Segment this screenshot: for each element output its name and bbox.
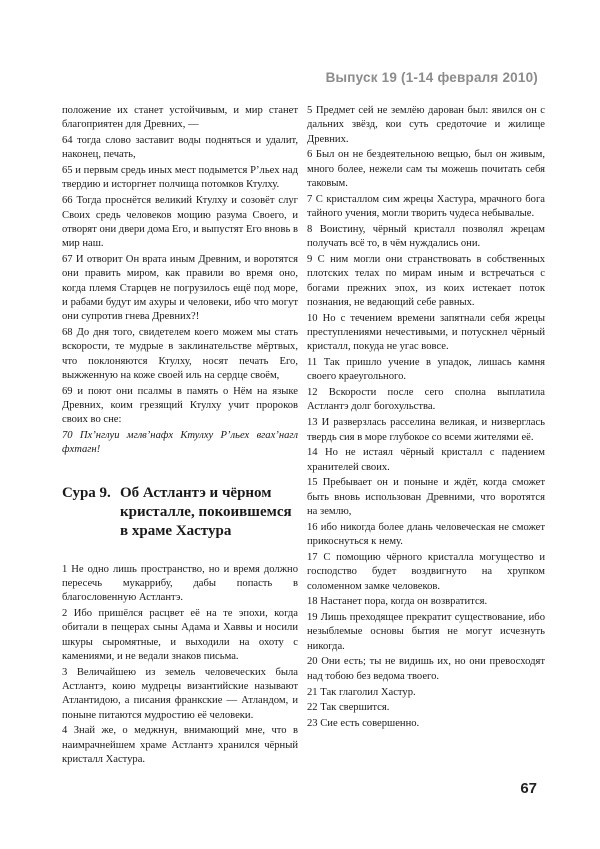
verse: 15 Пребывает он и поныне и ждёт, когда сможет быть вновь использован Древними, что воротятся на землю, xyxy=(307,477,545,518)
verse: 17 С помощию чёрного кристалла могущество и господство будет воздвигнуто на хрупком соломенном замке человеков. xyxy=(307,551,545,592)
left-column xyxy=(62,104,298,769)
verse: 5 Предмет сей не землёю дарован был: явился он с дальних звёзд, кои суть средоточие и жилище Древних. xyxy=(307,105,545,145)
verse: 22 Так свершится. xyxy=(307,702,390,714)
verse: 14 Но не истаял чёрный кристалл с падением хранителей своих. xyxy=(307,447,545,473)
verse: 4 Знай же, о меджнун, внимающий мне, что в наимрачнейшем храме Астлантэ хранился чёрный кристалл Хастура. xyxy=(62,725,298,765)
verse: 21 Так глаголил Хастур. xyxy=(307,686,416,698)
verse: 66 Тогда проснётся великий Ктулху и созовёт слуг Своих средь человеков мощию разума Своего, и отворят они двери дома Его, и выпустят Его вновь в мир наш. xyxy=(62,195,298,250)
verse: 6 Был он не бездеятельною вещью, был он живым, много более, нежели сам ты можешь почитать себя таковым. xyxy=(307,149,545,189)
issue-header: Выпуск 19 (1-14 февраля 2010) xyxy=(325,70,538,85)
verse: 10 Но с течением времени запятнали себя жрецы преступлениями нечестивыми, и потускнел чёрный кристалл, покуда не угас вовсе. xyxy=(307,312,545,353)
verse: 8 Воистину, чёрный кристалл позволял жрецам получать всё то, в чём нуждались они. xyxy=(307,223,545,250)
verse: 11 Так пришло учение в упадок, лишась камня своего краеугольного. xyxy=(307,357,545,383)
verse: 2 Ибо пришёлся расцвет её на те эпохи, когда обитали в пещерах сыны Адама и Хаввы и носили шкуры сыромятные, и выходили на охоту с камениями, и не ведали знаков письма. xyxy=(62,608,298,662)
verse: 20 Они есть; ты не видишь их, но они превосходят над тобою без ведома твоего. xyxy=(307,656,545,682)
verse: 68 До дня того, свидетелем коего можем мы стать вскорости, те мудрые в заклинательстве мёртвых, что поклоняются Ктулху, носят печать Его, выжженную на коже своей иль на сердце своём, xyxy=(62,326,298,381)
verse: 67 И отворит Он врата иным Древним, и воротятся они править миром, как правили во время оно, когда племя Старцев не погрузилось ещё под море, и рабами будут им ахуры и человеки, ибо что могут они супротив гнева Древних?! xyxy=(62,253,298,323)
verse: 18 Настанет пора, когда он возвратится. xyxy=(307,596,488,608)
page-number: 67 xyxy=(520,780,537,797)
right-column xyxy=(307,104,545,733)
verse: 12 Вскорости после сего сполна выплатила Астлантэ долг богохульства. xyxy=(307,387,545,413)
verse: 13 И разверзлась расселина великая, и низверглась твердь сия в море глубокое со всеми жителями её. xyxy=(307,417,545,443)
verse: 7 С кристаллом сим жрецы Хастура, мрачного бога тайного учения, могли творить чудеса небывалые. xyxy=(307,193,545,220)
sura-heading xyxy=(62,484,298,541)
verse: 19 Лишь преходящее прекратит существование, ибо незыблемые основы бытия не могут исчезнуть никогда. xyxy=(307,612,545,652)
verse: 64 тогда слово заставит воды подняться и удалит, наконец, печать, xyxy=(62,135,298,161)
verse: 65 и первым средь иных мест подымется Р’льех над твердию и исторгнет полчища потомков Ктулху. xyxy=(62,165,298,191)
verse: 3 Величайшею из земель человеческих была Астлантэ, коию мудрецы византийские называют Атлантидою, а писания франкские — Атландом, и поныне питаются мудростию её человеки. xyxy=(62,666,298,721)
verse: 69 и поют они псалмы в память о Нём на языке Древних, коим грезящий Ктулху учит пророков своих во сне: xyxy=(62,385,298,426)
incantation-verse: 70 Пх’нглуи мглв’нафх Ктулху Р’льех вгах’нагл фхтагн! xyxy=(62,430,298,456)
sura-number: Сура 9. xyxy=(62,484,111,501)
verse: 16 ибо никогда более длань человеческая не сможет прикоснуться к нему. xyxy=(307,521,545,548)
verse: 1 Не одно лишь пространство, но и время должно пересечь мукаррибу, дабы попасть в благословенную Астлантэ. xyxy=(62,563,298,604)
verse: 23 Сие есть совершенно. xyxy=(307,718,420,730)
verse: положение их станет устойчивым, и мир станет благоприятен для Древних, — xyxy=(62,105,298,131)
verse: 9 С ним могли они странствовать в собственных плотских телах по мирам иным и встречаться с богами прежних эпох, из коих истекает поток познания, не ведающий себе равных. xyxy=(307,253,545,308)
sura-title: Об Астлантэ и чёрном кристалле, покоившемся в храме Хастура xyxy=(120,484,292,539)
